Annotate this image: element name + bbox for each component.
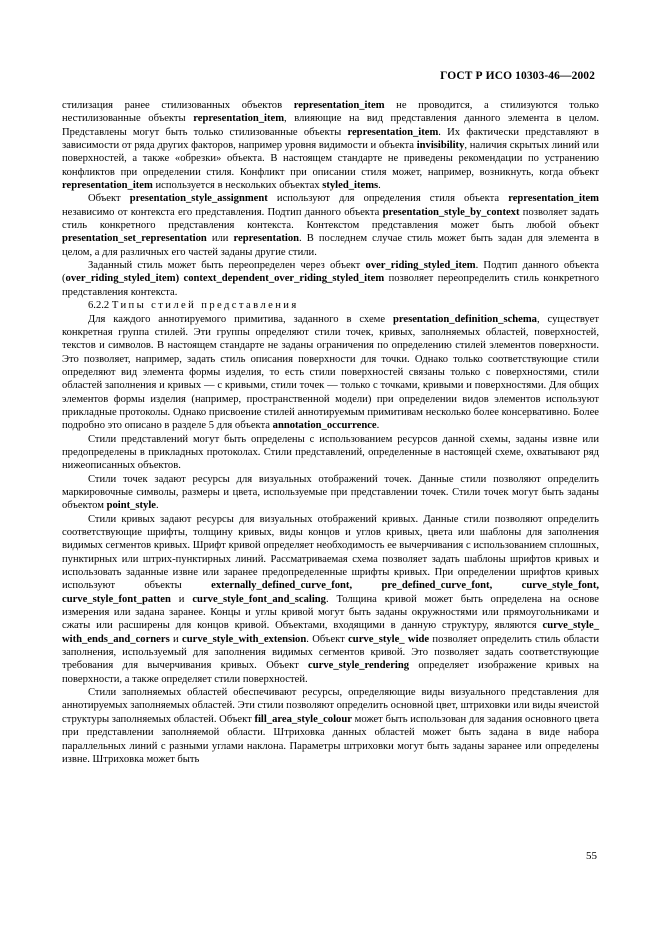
entity-name: annotation_occurrence xyxy=(272,420,377,432)
entity-name: styled_items xyxy=(322,180,379,192)
paragraph xyxy=(62,192,599,259)
text-run: Стили кривых задают ресурсы для визуальных отображений кривых. Данные стили позволяют определить соответствующие шрифты, толщину кривых, виды концов и углов кривых, цвета или шаблоны для заполнения видимых сегментов кривых. Шрифт кривой определяет необходимость ее вычерчивания с использованием сплошных, пунктирных или штрих-пунктирных линий. Рассматриваемая схема позволяет задать шаблоны шрифтов кривых и использовать заданные извне или заранее предопределенные шрифты кривых. При определении шрифтов кривых используют объекты xyxy=(62,513,599,592)
entity-name: curve_style_font_and_scaling xyxy=(192,593,326,605)
page-number: 55 xyxy=(586,850,597,862)
entity-name: invisibility xyxy=(416,140,465,152)
entity-name: curve_style_ with_ends_and_corners xyxy=(62,620,599,645)
entity-name: representation_item xyxy=(193,113,285,125)
paragraph xyxy=(62,473,599,513)
standard-header: ГОСТ Р ИСО 10303-46—2002 xyxy=(440,70,595,82)
text-run: может быть использован для задания основного цвета при представлении заполняемой области. Штриховка данных областей может быть задана в виде набора параллельных линий с разными углами наклона. Параметры штриховки могут быть заданы заранее или определены извне. Штриховка может быть xyxy=(62,713,600,765)
text-run: Стили заполняемых областей обеспечивают ресурсы, определяющие виды визуального представления для аннотируемых заполняемых областей. Эти стили позволяют определить основной цвет, штриховки или виды ячеистой структуры заполняемых областей. Объект xyxy=(62,687,599,725)
paragraph xyxy=(62,259,599,299)
text-run: Объект xyxy=(88,193,130,205)
text-run: Стили точек задают ресурсы для визуальных отображений точек. Данные стили позволяют определить маркировочные символы, размеры и цвета, используемые при представлении точек. Стили точек могут быть заданы объектом xyxy=(62,473,599,512)
entity-name: point_style xyxy=(106,500,157,512)
entity-name: representation_item xyxy=(508,193,599,205)
text-run: используется в нескольких объектах xyxy=(152,180,323,192)
text-run: стилизация ранее стилизованных объектов xyxy=(62,100,294,111)
text-run: Стили представлений могут быть определены с использованием ресурсов данной схемы, заданы извне или предопределены в прикладных протоколах. Стили представлений, определенные в настоящей схеме, охватывают ряд нижеописанных объектов. xyxy=(62,433,599,472)
entity-name: presentation_style_by_context xyxy=(382,206,520,218)
paragraph xyxy=(62,313,599,433)
entity-name: over_riding_styled_item) context_dependent_over_riding_styled_item xyxy=(65,273,385,285)
text-run: , наличия скрытых линий или поверхностей, а также «обрезки» объекта. В настоящем стандарте не приведены рекомендации по устранению конфликтов при определении стиля. Конфликт при описании стиля может, например, возникнуть, когда объект xyxy=(62,140,599,178)
text-run: позволяет определить стиль области заполнения, используемый для заполнения видимых сегментов кривой. Это позволяет задать соответствующие требования для вычерчивания кривых. Объект xyxy=(62,633,599,672)
text-run: . Подтип данного объекта ( xyxy=(62,260,599,285)
paragraph xyxy=(62,513,599,686)
entity-name: representation_item xyxy=(347,126,439,138)
text-run: 6.2.2 xyxy=(88,300,112,312)
entity-name: representation_item xyxy=(62,180,153,192)
entity-name: presentation_set_representation xyxy=(62,233,207,245)
text-run: . Их фактически представляют в зависимости от ряда других факторов, например уровня видимости и объекта xyxy=(62,126,599,152)
entity-name: representation xyxy=(233,233,300,245)
text-run: , влияющие на вид представления данного элемента в целом. Представлены могут быть только стилизованные объекты xyxy=(62,113,600,138)
text-run: . xyxy=(156,500,159,512)
text-run: , существует конкретная группа стилей. Эти группы определяют стили точек, кривых, заполняемых областей, поверхностей, текстов и символов. В настоящем стандарте не заданы ограничения по определению стилей элементов поверхности. Это позволяет, например, задать стиль описания поверхности для точки. Однако только соответствующие стили определяют вид элемента формы изделия, то есть стили поверхностей связаны только с поверхностями, стили областей заполнения и кривых — с кривыми, стили точек — только с точками, кривыми и поверхностями. Для общих элементов формы изделия (например, пространственной модели) при определении видов элементов используют прикладные протоколы. Однако присвоение стилей аннотируемым примитивам несколько более консервативно. Более подробно это описано в разделе 5 для объекта xyxy=(62,313,599,432)
entity-name: externally_defined_curve_font, pre_defined_curve_font, curve_style_font, curve_style_font_patten xyxy=(62,580,599,605)
entity-name: curve_style_rendering xyxy=(308,660,410,672)
entity-name: over_riding_styled_item xyxy=(365,260,476,272)
text-run: позволяет переопределить стиль конкретного представления контекста. xyxy=(62,273,599,298)
body-text xyxy=(62,99,599,766)
section-title: Типы стилей представления xyxy=(111,300,299,312)
text-run: . В последнем случае стиль может быть задан для элемента в целом, а для различных его частей заданы другие стили. xyxy=(62,233,599,258)
text-run: . Толщина кривой может быть определена на основе измерения или задана заранее. Концы и углы кривой могут быть заданы окружностями или прямоугольниками и сжаты или расширены для концов кривой. Объектами, входящими в данную структуру, являются xyxy=(62,593,600,632)
text-run: используют для определения стиля объекта xyxy=(267,193,509,205)
text-run: Заданный стиль может быть переопределен через объект xyxy=(88,260,366,272)
text-run: независимо от контекста его представления. Подтип данного объекта xyxy=(62,206,383,218)
text-run: . xyxy=(376,420,380,432)
entity-name: curve_style_with_extension xyxy=(182,633,307,645)
paragraph xyxy=(62,299,599,312)
text-run: не проводится, а стилизуются только нестилизованные объекты xyxy=(62,100,599,125)
entity-name: curve_style_ wide xyxy=(348,633,430,645)
entity-name: presentation_style_assignment xyxy=(129,193,268,205)
text-run: . Объект xyxy=(306,633,349,645)
text-run: и xyxy=(169,633,183,645)
text-run: и xyxy=(170,593,193,605)
entity-name: fill_area_style_colour xyxy=(254,713,352,725)
text-run: определяет изображение кривых на поверхности, а также определяет стили поверхностей. xyxy=(62,660,599,685)
paragraph xyxy=(62,99,599,192)
entity-name: representation_item xyxy=(293,100,385,111)
paragraph xyxy=(62,686,599,766)
entity-name: presentation_definition_schema xyxy=(392,313,537,325)
paragraph xyxy=(62,433,599,473)
text-run: или xyxy=(206,233,234,245)
text-run: Для каждого аннотируемого примитива, заданного в схеме xyxy=(88,313,393,325)
text-run: . xyxy=(378,180,381,192)
text-run: позволяет задать стиль конкретного представления контекста. Контекстом представления может быть любой объект xyxy=(62,206,599,232)
